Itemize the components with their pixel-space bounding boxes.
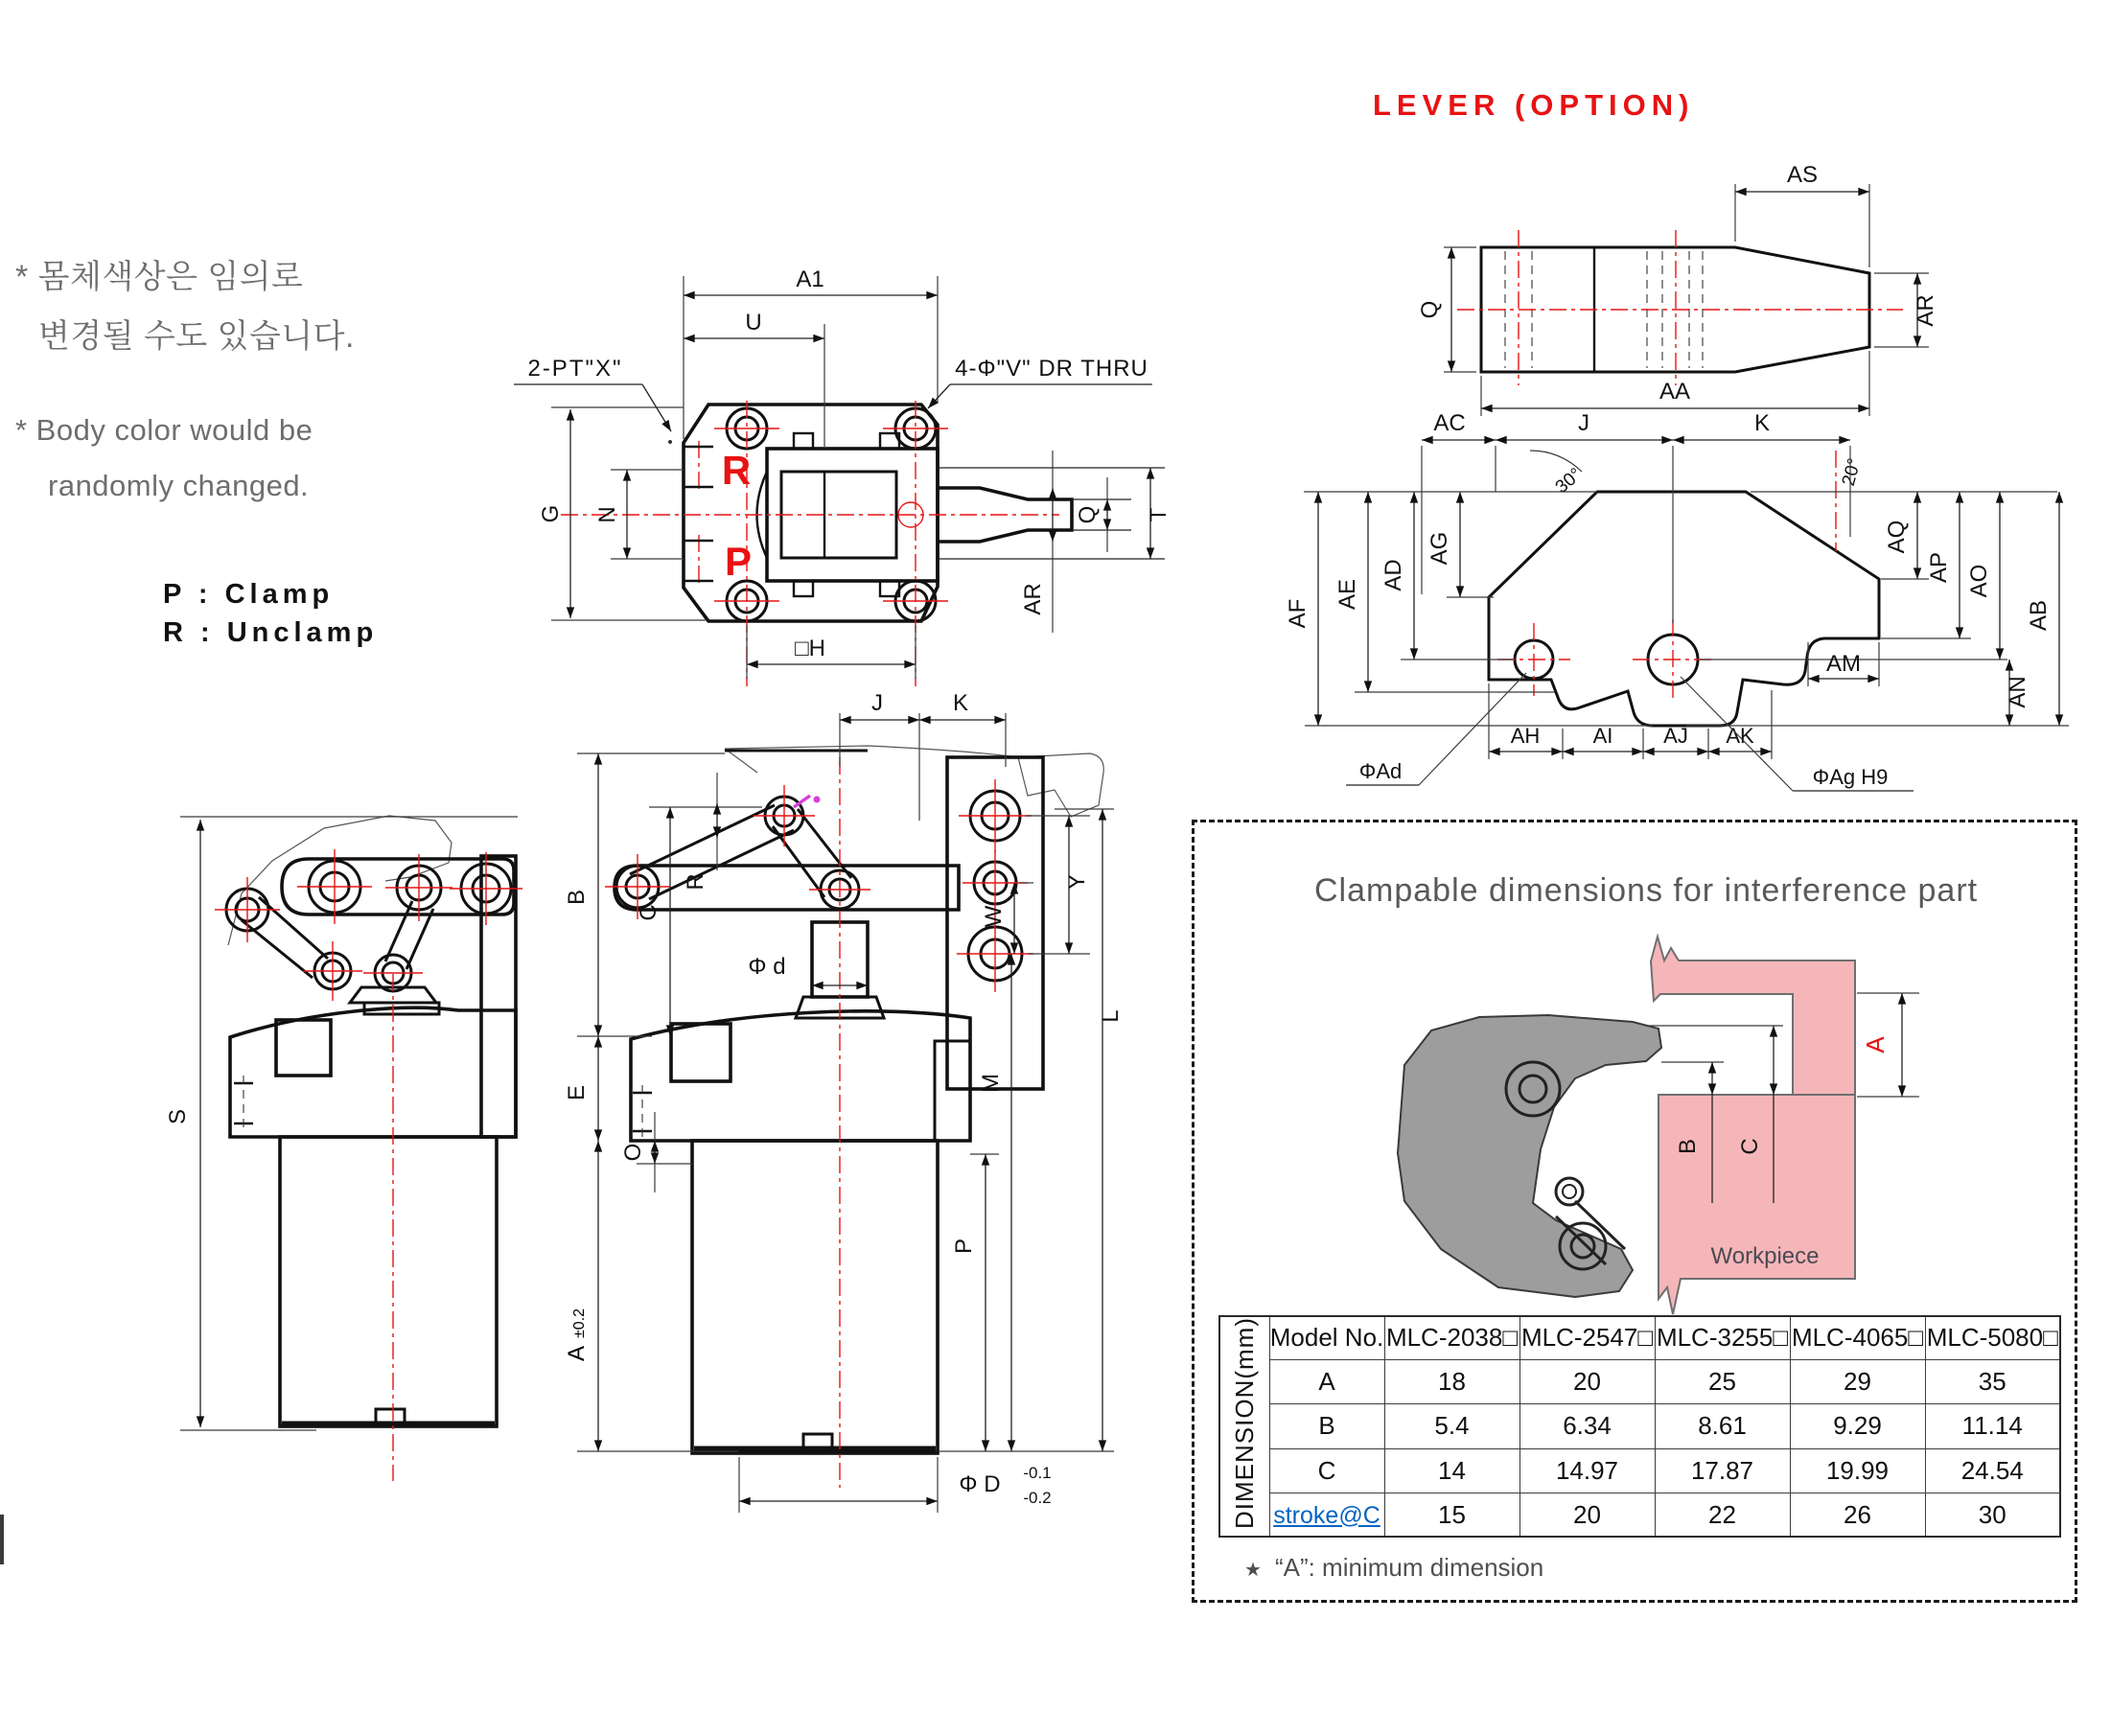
dim-label-l: L	[1098, 1009, 1124, 1023]
clampable-title: Clampable dimensions for interference part	[1314, 872, 1979, 909]
model-header: MLC-5080□	[1925, 1316, 2060, 1359]
table-cell: 20	[1519, 1493, 1655, 1537]
clamp-legend	[163, 575, 378, 652]
front-view-centerlines	[215, 849, 522, 1481]
dim-label-lever-aa: AA	[1659, 379, 1691, 405]
clampable-box	[1192, 820, 2077, 1603]
dim-label-a1: A1	[796, 266, 824, 292]
dim-label-phiD-tol-top: -0.1	[1023, 1464, 1052, 1482]
table-cell: 29	[1790, 1359, 1925, 1403]
dim-label-g: G	[538, 504, 564, 523]
note-korean	[15, 247, 355, 366]
table-cell: 18	[1384, 1359, 1519, 1403]
front-view-body	[230, 856, 516, 1426]
table-cell: 26	[1790, 1493, 1925, 1537]
dim-label-s: S	[165, 1108, 191, 1125]
front-view-drawing	[115, 796, 594, 1495]
top-view-rod	[938, 468, 1165, 559]
top-view-callouts	[514, 356, 1152, 584]
row-label: A	[1269, 1359, 1384, 1403]
dim-label-lever-q: Q	[1417, 300, 1443, 319]
workpiece-label: Workpiece	[1710, 1243, 1820, 1269]
dim-label-af: AF	[1285, 598, 1311, 629]
port-label-r: R	[721, 448, 752, 493]
dim-label-ae: AE	[1334, 578, 1360, 611]
table-cell: 14.97	[1519, 1448, 1655, 1493]
legend-r: R : Unclamp	[163, 617, 379, 648]
dim-label-clamp-c: C	[1737, 1138, 1763, 1155]
dim-label-aj: AJ	[1663, 724, 1688, 748]
dim-label-u: U	[745, 310, 762, 336]
note-korean-line1: * 몸체색상은 임의로	[15, 259, 304, 295]
table-cell: 15	[1384, 1493, 1519, 1537]
dim-label-n: N	[594, 506, 620, 523]
note-english	[15, 403, 313, 514]
port-label-p: P	[724, 539, 753, 584]
table-cell: 19.99	[1790, 1448, 1925, 1493]
table-cell: 11.14	[1925, 1404, 2060, 1448]
callout-dr-thru: 4-Φ"V" DR THRU	[955, 356, 1148, 382]
note-english-line2: randomly changed.	[48, 469, 310, 502]
clamp-arm-silhouette	[1398, 1015, 1661, 1297]
model-header: MLC-2038□	[1384, 1316, 1519, 1359]
dim-label-ap: AP	[1926, 551, 1952, 584]
lever-drawing	[1275, 81, 2111, 796]
dim-label-ac: AC	[1433, 410, 1466, 436]
table-cell: 35	[1925, 1359, 2060, 1403]
dim-label-ai: AI	[1592, 724, 1613, 748]
dim-label-t: T	[1146, 507, 1171, 522]
dim-label-p: P	[951, 1238, 977, 1255]
side-view-dimensions	[564, 690, 1124, 1513]
dim-label-ar: AR	[1020, 583, 1046, 615]
dim-label-b: B	[564, 889, 590, 906]
note-korean-line2: 변경될 수도 있습니다.	[38, 318, 355, 355]
dim-label-an: AN	[2005, 676, 2030, 708]
dim-label-lever-as: AS	[1786, 162, 1819, 188]
table-cell: 8.61	[1655, 1404, 1790, 1448]
front-view-linkage	[226, 859, 514, 1014]
scan-artifact	[0, 1515, 4, 1564]
dim-label-ab: AB	[2026, 599, 2052, 632]
table-row	[1219, 1448, 2060, 1493]
table-cell: 24.54	[1925, 1448, 2060, 1493]
side-view-drawing	[537, 671, 1150, 1524]
dim-label-y: Y	[1064, 873, 1090, 891]
callout-phi-ad: ΦAd	[1358, 759, 1403, 783]
dim-label-h: □H	[795, 636, 825, 661]
dim-label-c: C	[636, 904, 661, 921]
dim-label-clamp-b: B	[1675, 1138, 1701, 1155]
dim-label-r: R	[683, 873, 708, 891]
table-cell: 17.87	[1655, 1448, 1790, 1493]
table-cell: 25	[1655, 1359, 1790, 1403]
callout-pt-x: 2-PT"X"	[527, 356, 623, 382]
dim-label-phiD: Φ D	[959, 1471, 1001, 1497]
table-cell: 5.4	[1384, 1404, 1519, 1448]
dim-label-ad: AD	[1380, 559, 1406, 591]
callout-phi-ag: ΦAg H9	[1812, 765, 1889, 789]
dim-label-a: A±0.2	[564, 1308, 590, 1361]
table-cell: 30	[1925, 1493, 2060, 1537]
table-row	[1219, 1404, 2060, 1448]
dim-label-clamp-a: A	[1861, 1036, 1890, 1053]
dim-label-o: O	[620, 1143, 646, 1162]
dim-label-phiD-tol-bot: -0.2	[1023, 1489, 1052, 1507]
dim-label-k: K	[952, 690, 969, 716]
row-label-stroke-link	[1269, 1493, 1384, 1537]
dim-label-lever-j: J	[1578, 410, 1589, 436]
dim-label-j: J	[871, 690, 883, 716]
dim-label-am: AM	[1826, 651, 1861, 677]
dim-label-ag: AG	[1427, 531, 1452, 566]
note-english-line1: * Body color would be	[15, 413, 313, 447]
lever-plan-view	[1457, 230, 1903, 385]
table-cell: 14	[1384, 1448, 1519, 1493]
top-view-drawing	[364, 264, 1208, 690]
table-side-header: DIMENSION(mm)	[1219, 1316, 1269, 1537]
dim-label-e: E	[564, 1084, 590, 1101]
row-label: B	[1269, 1404, 1384, 1448]
dim-label-ao: AO	[1966, 564, 1992, 598]
dim-label-w: W	[981, 905, 1007, 928]
dim-label-phid: Φ d	[748, 954, 786, 980]
lever-title: LEVER (OPTION)	[1373, 88, 1695, 122]
table-cell: 20	[1519, 1359, 1655, 1403]
dim-label-m: M	[978, 1074, 1004, 1093]
front-view-dimension-s	[165, 817, 518, 1430]
table-cell: 22	[1655, 1493, 1790, 1537]
table-cell: 6.34	[1519, 1404, 1655, 1448]
stroke-at-c-link[interactable]: stroke@C	[1273, 1501, 1380, 1529]
model-header: MLC-4065□	[1790, 1316, 1925, 1359]
angle-label-20: 20°	[1838, 455, 1866, 489]
side-view-rod-and-body	[631, 922, 970, 1453]
star-icon: ★	[1244, 1560, 1262, 1581]
table-row	[1219, 1493, 2060, 1537]
angle-label-30: 30°	[1551, 464, 1587, 498]
lever-plan-dimensions	[1417, 162, 1938, 416]
dim-label-lever-k: K	[1753, 410, 1771, 436]
workpiece-shape	[1651, 937, 1855, 1314]
legend-p: P : Clamp	[163, 579, 335, 610]
side-view-linkage	[615, 751, 1043, 1089]
table-cell: 9.29	[1790, 1404, 1925, 1448]
dim-label-lever-ar: AR	[1913, 294, 1938, 327]
row-label: C	[1269, 1448, 1384, 1493]
table-note: ★ “A”: minimum dimension	[1244, 1553, 1544, 1582]
table-row	[1219, 1359, 2060, 1403]
dimension-table	[1218, 1315, 2061, 1538]
workpiece-illustration	[1367, 914, 1961, 1316]
dim-label-ah: AH	[1510, 724, 1541, 748]
lever-profile-dimensions	[1285, 410, 2069, 791]
dim-label-aq: AQ	[1884, 520, 1910, 554]
dim-label-q: Q	[1075, 505, 1101, 524]
dim-label-ak: AK	[1726, 724, 1754, 748]
table-col-header: Model No.	[1269, 1316, 1384, 1359]
model-header: MLC-2547□	[1519, 1316, 1655, 1359]
model-header: MLC-3255□	[1655, 1316, 1790, 1359]
